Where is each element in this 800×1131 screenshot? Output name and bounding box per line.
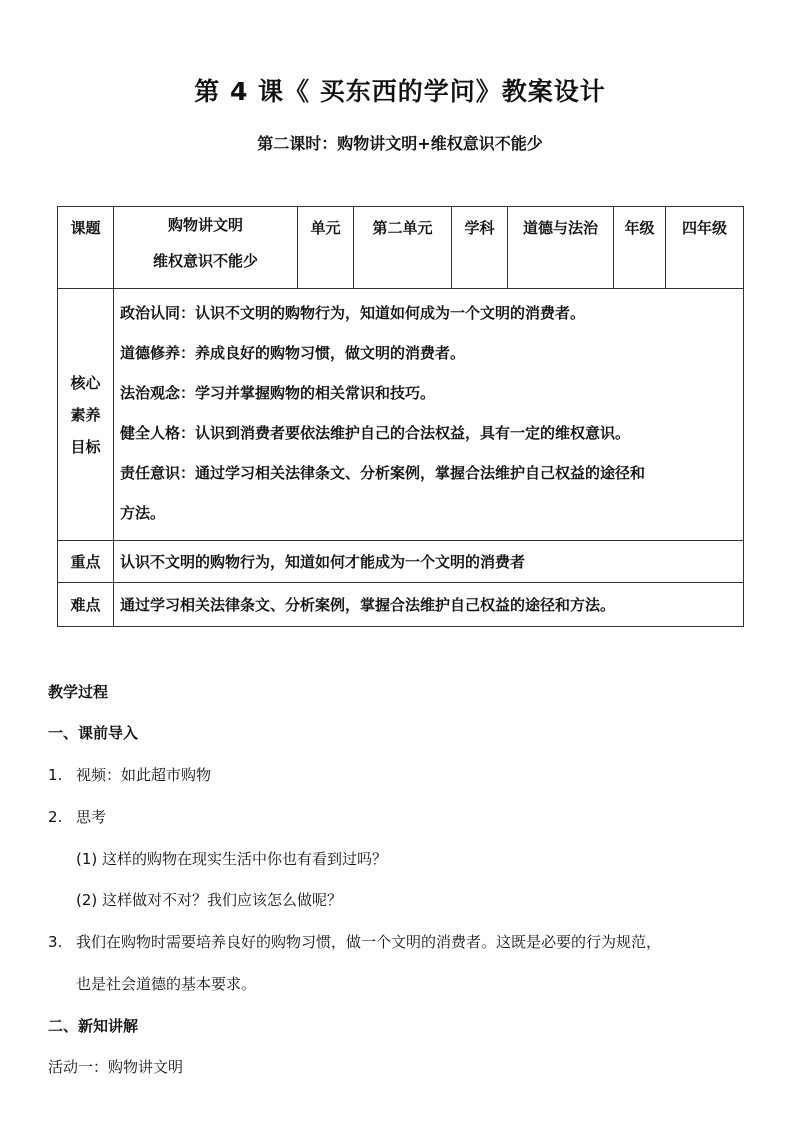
activity-1-heading: 活动一：购物讲文明 — [48, 1058, 184, 1076]
topic-value — [114, 207, 298, 289]
topic-line-1: 购物讲文明 — [167, 216, 243, 234]
list-item-1-number: 1. — [48, 766, 63, 784]
section-2-heading: 二、新知讲解 — [48, 1017, 139, 1035]
subject-label: 学科 — [452, 207, 508, 289]
core-label-line-1: 核心 — [70, 373, 101, 392]
difficulty-text: 通过学习相关法律条文、分析案例，掌握合法维护自己权益的途径和方法。 — [114, 583, 744, 627]
list-item-3-number: 3. — [48, 933, 63, 951]
goal-personality: 健全人格：认识到消费者要依法维护自己的合法权益，具有一定的维权意识。 — [120, 424, 631, 442]
sub-question-1: (1) 这样的购物在现实生活中你也有看到过吗？ — [76, 850, 388, 868]
topic-line-2: 维权意识不能少 — [152, 252, 258, 270]
difficulty-label: 难点 — [58, 583, 114, 627]
table-row-header — [58, 207, 744, 289]
process-heading: 教学过程 — [48, 683, 109, 701]
list-item-1 — [48, 764, 211, 785]
grade-value: 四年级 — [666, 207, 744, 289]
section-1-heading: 一、课前导入 — [48, 724, 139, 742]
list-item-3-text-line-2: 也是社会道德的基本要求。 — [76, 975, 257, 993]
list-item-2 — [48, 806, 106, 827]
table-row-key-point — [58, 541, 744, 583]
grade-label: 年级 — [614, 207, 666, 289]
table-row-difficulty — [58, 583, 744, 627]
core-goals-list — [114, 289, 744, 541]
goal-responsibility-cont: 方法。 — [120, 504, 166, 522]
list-item-1-text: 视频：如此超市购物 — [76, 766, 212, 784]
lesson-info-table — [57, 206, 744, 627]
core-goals-label — [58, 289, 114, 541]
core-label-line-3: 目标 — [70, 437, 101, 456]
list-item-3-text-line-1: 我们在购物时需要培养良好的购物习惯，做一个文明的消费者。这既是必要的行为规范， — [76, 933, 662, 951]
key-point-label: 重点 — [58, 541, 114, 583]
topic-label: 课题 — [58, 207, 114, 289]
key-point-text: 认识不文明的购物行为，知道如何才能成为一个文明的消费者 — [114, 541, 744, 583]
list-item-3 — [48, 931, 661, 952]
subject-value: 道德与法治 — [508, 207, 614, 289]
goal-political: 政治认同：认识不文明的购物行为，知道如何成为一个文明的消费者。 — [120, 304, 586, 322]
unit-label: 单元 — [298, 207, 354, 289]
core-label-line-2: 素养 — [70, 405, 101, 424]
list-item-2-number: 2. — [48, 808, 63, 826]
goal-responsibility: 责任意识：通过学习相关法律条文、分析案例，掌握合法维护自己权益的途径和 — [120, 464, 646, 482]
table-row-core-goals — [58, 289, 744, 541]
sub-question-2: (2) 这样做对不对？我们应该怎么做呢？ — [76, 891, 343, 909]
document-title: 第 4 课《 买东西的学问》教案设计 — [194, 77, 606, 106]
list-item-2-text: 思考 — [76, 808, 107, 826]
document-subtitle: 第二课时：购物讲文明+维权意识不能少 — [257, 134, 543, 153]
goal-moral: 道德修养：养成良好的购物习惯，做文明的消费者。 — [120, 344, 466, 362]
unit-value: 第二单元 — [354, 207, 452, 289]
goal-legal: 法治观念：学习并掌握购物的相关常识和技巧。 — [120, 384, 436, 402]
